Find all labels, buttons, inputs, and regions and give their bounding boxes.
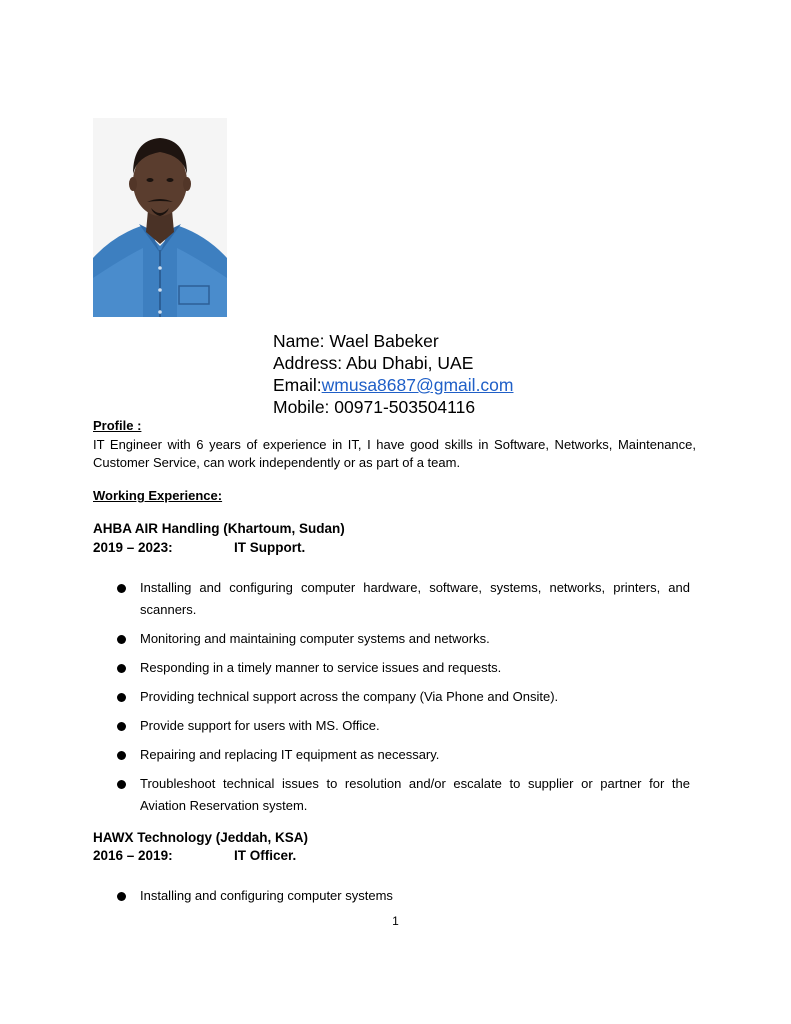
duty-text: Responding in a timely manner to service issues and requests. bbox=[140, 660, 502, 675]
bullet-icon bbox=[117, 892, 126, 901]
job-years: 2019 – 2023: bbox=[93, 540, 173, 555]
experience-heading: Working Experience: bbox=[93, 488, 223, 503]
contact-name: Name: Wael Babeker bbox=[273, 331, 439, 351]
duty-text: Provide support for users with MS. Office. bbox=[140, 718, 380, 733]
job-period bbox=[93, 847, 296, 865]
contact-email-line bbox=[273, 374, 514, 396]
job-duties-list bbox=[115, 577, 690, 824]
profile-photo bbox=[93, 118, 227, 317]
job-company: AHBA AIR Handling (Khartoum, Sudan) bbox=[93, 521, 345, 536]
bullet-icon bbox=[117, 780, 126, 789]
list-item bbox=[115, 744, 690, 766]
contact-email-link[interactable]: wmusa8687@gmail.com bbox=[321, 375, 514, 395]
list-item bbox=[115, 657, 690, 679]
list-item bbox=[115, 885, 690, 907]
job-title: IT Support. bbox=[234, 540, 306, 555]
bullet-icon bbox=[117, 693, 126, 702]
job-title: IT Officer. bbox=[234, 848, 297, 863]
duty-text: Installing and configuring computer systems bbox=[140, 888, 393, 903]
duty-text: Repairing and replacing IT equipment as necessary. bbox=[140, 747, 440, 762]
contact-address: Address: Abu Dhabi, UAE bbox=[273, 353, 474, 373]
job-duties-list bbox=[115, 885, 690, 914]
job-company: HAWX Technology (Jeddah, KSA) bbox=[93, 830, 309, 845]
duty-text: Installing and configuring computer hardware, software, systems, networks, printers, and scanners. bbox=[140, 580, 690, 617]
list-item bbox=[115, 773, 690, 817]
duty-text: Monitoring and maintaining computer systems and networks. bbox=[140, 631, 490, 646]
page-number: 1 bbox=[392, 914, 399, 928]
list-item bbox=[115, 686, 690, 708]
bullet-icon bbox=[117, 584, 126, 593]
bullet-icon bbox=[117, 722, 126, 731]
list-item bbox=[115, 715, 690, 737]
contact-block bbox=[273, 330, 514, 418]
bullet-icon bbox=[117, 635, 126, 644]
profile-heading: Profile : bbox=[93, 418, 142, 433]
bullet-icon bbox=[117, 751, 126, 760]
duty-text: Providing technical support across the company (Via Phone and Onsite). bbox=[140, 689, 559, 704]
job-years: 2016 – 2019: bbox=[93, 848, 173, 863]
profile-text: IT Engineer with 6 years of experience in IT, I have good skills in Software, Networks, Maintenance, Customer Service, can work independently or as part of a team. bbox=[93, 437, 696, 470]
list-item bbox=[115, 628, 690, 650]
contact-mobile: Mobile: 00971-503504116 bbox=[273, 397, 476, 417]
job-period bbox=[93, 539, 305, 557]
duty-text: Troubleshoot technical issues to resolution and/or escalate to supplier or partner for the Aviation Reservation system. bbox=[140, 776, 690, 813]
contact-email-label: Email: bbox=[273, 375, 322, 395]
bullet-icon bbox=[117, 664, 126, 673]
list-item bbox=[115, 577, 690, 621]
